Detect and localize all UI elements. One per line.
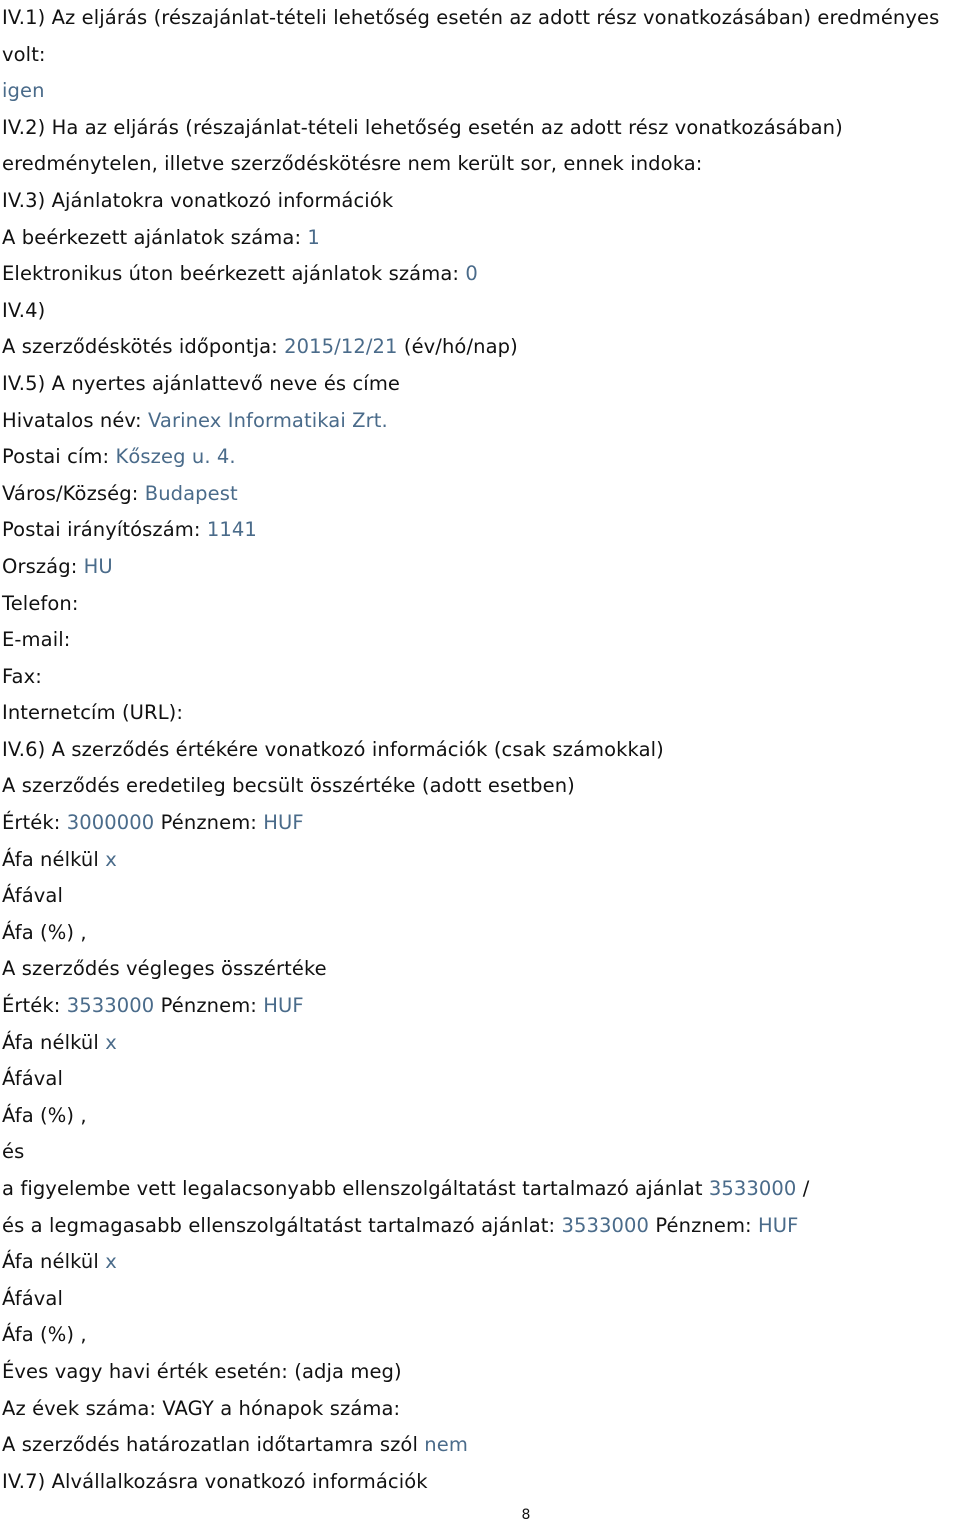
lowest-offer-separator: /	[796, 1177, 810, 1200]
offers-vat-excluded-line	[2, 1244, 958, 1281]
final-value-label: Érték:	[2, 994, 67, 1018]
final-value-amount: 3533000	[66, 994, 155, 1018]
electronic-offers-line	[2, 256, 958, 293]
estimated-value-heading: A szerződés eredetileg becsült összértéke (adott esetben)	[2, 774, 575, 798]
country-value: HU	[83, 554, 113, 578]
city-label: Város/Község:	[2, 481, 145, 505]
lowest-offer-value: 3533000	[708, 1177, 797, 1200]
contract-date-format: (év/hó/nap)	[397, 335, 518, 359]
final-vat-rate-label: Áfa (%) ,	[2, 1103, 87, 1127]
electronic-offers-value: 0	[465, 262, 478, 286]
highest-offer-line	[2, 1208, 958, 1245]
section-iv2-heading: IV.2) Ha az eljárás (részajánlat-tételi lehetőség esetén az adott rész vonatkozásában) eredménytelen, illetve szerződéskötésre nem került sor, ennek indoka:	[2, 115, 843, 176]
lowest-offer-line	[2, 1171, 958, 1208]
electronic-offers-label: Elektronikus úton beérkezett ajánlatok száma:	[2, 262, 466, 286]
final-vat-included-label: Áfával	[2, 1067, 63, 1091]
phone-label: Telefon:	[2, 591, 79, 615]
city-line	[2, 476, 958, 513]
highest-offer-label: és a legmagasabb ellenszolgáltatást tartalmazó ajánlat:	[2, 1213, 562, 1237]
estimated-value-amount: 3000000	[66, 811, 155, 835]
section-iv3-heading: IV.3) Ajánlatokra vonatkozó információk	[2, 188, 394, 212]
final-currency-value: HUF	[263, 994, 304, 1018]
years-months-label: Az évek száma: VAGY a hónapok száma:	[2, 1396, 401, 1420]
section-iv5-heading: IV.5) A nyertes ajánlattevő neve és címe	[2, 371, 401, 395]
final-currency-label: Pénznem:	[154, 994, 264, 1018]
result-value: igen	[2, 79, 45, 103]
highest-currency-label: Pénznem:	[649, 1213, 759, 1237]
section-iv7-heading: IV.7) Alvállalkozásra vonatkozó információk	[2, 1469, 428, 1493]
estimated-vat-included-label: Áfával	[2, 884, 63, 908]
final-vat-excluded-line	[2, 1025, 958, 1062]
offers-vat-excluded-label: Áfa nélkül	[2, 1250, 106, 1274]
estimated-vat-excluded-label: Áfa nélkül	[2, 847, 106, 871]
final-value-heading: A szerződés végleges összértéke	[2, 957, 327, 981]
postal-code-line	[2, 512, 958, 549]
estimated-currency-label: Pénznem:	[154, 811, 264, 835]
estimated-vat-excluded-line	[2, 842, 958, 879]
url-label: Internetcím (URL):	[2, 701, 184, 725]
section-iv6-heading: IV.6) A szerződés értékére vonatkozó információk (csak számokkal)	[2, 737, 664, 761]
estimated-vat-rate-label: Áfa (%) ,	[2, 920, 87, 944]
and-label: és	[2, 1140, 25, 1164]
postal-address-line	[2, 439, 958, 476]
postal-address-value: Kőszeg u. 4.	[115, 445, 236, 469]
official-name-line	[2, 403, 958, 440]
offers-vat-rate-label: Áfa (%) ,	[2, 1323, 87, 1347]
highest-offer-value: 3533000	[561, 1213, 650, 1237]
section-iv4-heading: IV.4)	[2, 298, 46, 322]
contract-date-label: A szerződéskötés időpontja:	[2, 335, 285, 359]
offers-vat-excluded-mark: x	[105, 1250, 117, 1274]
postal-code-value: 1141	[206, 518, 257, 542]
document-body	[2, 0, 958, 1500]
country-line	[2, 549, 958, 586]
postal-code-label: Postai irányítószám:	[2, 518, 207, 542]
indefinite-term-label: A szerződés határozatlan időtartamra szól	[2, 1433, 425, 1457]
country-label: Ország:	[2, 554, 84, 578]
highest-currency-value: HUF	[758, 1213, 799, 1237]
email-label: E-mail:	[2, 628, 71, 652]
city-value: Budapest	[144, 481, 238, 505]
result-value-line	[2, 73, 958, 110]
offers-count-line	[2, 220, 958, 257]
fax-label: Fax:	[2, 664, 42, 688]
estimated-currency-value: HUF	[263, 811, 304, 835]
offers-count-value: 1	[307, 225, 320, 249]
indefinite-term-line	[2, 1427, 958, 1464]
section-iv1-heading: IV.1) Az eljárás (részajánlat-tételi lehetőség esetén az adott rész vonatkozásában) eredményes volt:	[2, 6, 940, 66]
official-name-value: Varinex Informatikai Zrt.	[147, 408, 388, 432]
annual-monthly-label: Éves vagy havi érték esetén: (adja meg)	[2, 1359, 402, 1383]
official-name-label: Hivatalos név:	[2, 408, 148, 432]
indefinite-term-value: nem	[424, 1433, 468, 1457]
contract-date-value: 2015/12/21	[284, 335, 398, 359]
postal-address-label: Postai cím:	[2, 445, 116, 469]
page-number: 8	[521, 1507, 531, 1523]
lowest-offer-label: a figyelembe vett legalacsonyabb ellenszolgáltatást tartalmazó ajánlat	[2, 1177, 709, 1200]
estimated-value-label: Érték:	[2, 811, 67, 835]
offers-vat-included-label: Áfával	[2, 1286, 63, 1310]
estimated-vat-excluded-mark: x	[105, 847, 117, 871]
contract-date-line	[2, 329, 958, 366]
final-vat-excluded-label: Áfa nélkül	[2, 1030, 106, 1054]
final-vat-excluded-mark: x	[105, 1030, 117, 1054]
final-value-line	[2, 988, 958, 1025]
offers-count-label: A beérkezett ajánlatok száma:	[2, 225, 308, 249]
estimated-value-line	[2, 805, 958, 842]
